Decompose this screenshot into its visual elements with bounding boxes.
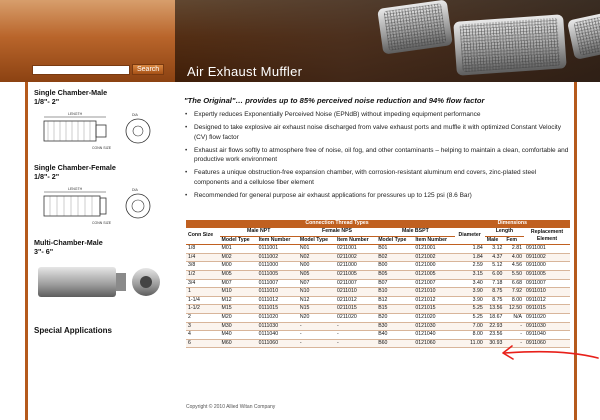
product-name[interactable]: Single Chamber-Female [34, 163, 116, 172]
length-male-cell: 3.12 [485, 245, 505, 254]
male-bspt-model-cell: B01 [376, 245, 413, 254]
female-nps-item-cell: 0211007 [335, 279, 376, 288]
male-npt-item-cell: 0111060 [257, 339, 298, 348]
table-row [186, 270, 570, 279]
male-npt-item-cell: 0111000 [257, 262, 298, 271]
male-npt-model-cell: M60 [220, 339, 257, 348]
conn-size-cell: 2 [186, 313, 220, 322]
length-male-cell: 5.12 [485, 262, 505, 271]
female-nps-model-cell: - [298, 322, 335, 331]
male-bspt-item-cell: 0121000 [413, 262, 454, 271]
female-nps-item-cell: 0211001 [335, 245, 376, 254]
length-male-cell: 18.67 [485, 313, 505, 322]
muffler-photo [453, 14, 566, 76]
product-size: 1/8"- 2" [34, 172, 60, 181]
female-nps-item-cell: 0211002 [335, 253, 376, 262]
length-male-cell: 22.93 [485, 322, 505, 331]
female-nps-model-cell: N20 [298, 313, 335, 322]
replacement-element-cell: 0911001 [524, 245, 570, 254]
spec-table-body [186, 245, 570, 348]
male-bspt-model-cell: B30 [376, 322, 413, 331]
item-number-header: Item Number [413, 236, 454, 245]
male-bspt-item-cell: 0121040 [413, 331, 454, 340]
female-nps-item-cell: 0211012 [335, 296, 376, 305]
length-fem-cell: 5.50 [504, 270, 524, 279]
male-npt-model-cell: M05 [220, 270, 257, 279]
length-fem-cell: 8.00 [504, 296, 524, 305]
table-row [186, 296, 570, 305]
female-nps-item-cell: 0211000 [335, 262, 376, 271]
female-nps-model-cell: N12 [298, 296, 335, 305]
male-bspt-item-cell: 0121060 [413, 339, 454, 348]
male-npt-item-cell: 0111040 [257, 331, 298, 340]
search-bar [32, 64, 164, 75]
male-bspt-item-cell: 0121007 [413, 279, 454, 288]
dimensions-header: Dimensions [455, 220, 570, 228]
female-nps-item-cell: - [335, 339, 376, 348]
copyright: Copyright © 2010 Allied Witan Company [186, 404, 276, 410]
replacement-element-cell: 0911040 [524, 331, 570, 340]
male-npt-item-cell: 0111020 [257, 313, 298, 322]
diameter-cell: 1.84 [455, 245, 485, 254]
male-bspt-model-cell: B20 [376, 313, 413, 322]
male-npt-item-cell: 0111002 [257, 253, 298, 262]
male-bspt-model-cell: B60 [376, 339, 413, 348]
diameter-cell: 5.25 [455, 313, 485, 322]
table-row [186, 279, 570, 288]
conn-size-label: CONN SIZE [92, 221, 112, 225]
male-bspt-model-cell: B00 [376, 262, 413, 271]
table-row [186, 339, 570, 348]
length-male-cell: 30.93 [485, 339, 505, 348]
feature-item: • Designed to take explosive air exhaust noise discharged from valve exhaust ports and muffle it with optimized Constant Velocity (CV) flow factor [184, 123, 569, 142]
male-npt-item-cell: 0111015 [257, 305, 298, 314]
conn-size-cell: 4 [186, 331, 220, 340]
replacement-element-cell: 0911005 [524, 270, 570, 279]
male-bspt-model-cell: B02 [376, 253, 413, 262]
male-npt-model-cell: M02 [220, 253, 257, 262]
spec-table [186, 220, 570, 348]
table-row [186, 253, 570, 262]
male-bspt-model-cell: B05 [376, 270, 413, 279]
male-npt-model-cell: M20 [220, 313, 257, 322]
length-fem-cell: 4.56 [504, 262, 524, 271]
male-bspt-item-cell: 0121002 [413, 253, 454, 262]
search-input[interactable] [32, 65, 130, 75]
product-size: 1/8"- 2" [34, 97, 60, 106]
conn-size-cell: 3/4 [186, 279, 220, 288]
length-male-cell: 23.56 [485, 331, 505, 340]
sidebar [34, 88, 169, 313]
male-bspt-item-cell: 0121001 [413, 245, 454, 254]
conn-size-cell: 1-1/2 [186, 305, 220, 314]
male-npt-item-cell: 0111010 [257, 288, 298, 297]
length-fem-cell: 6.68 [504, 279, 524, 288]
male-npt-item-cell: 0111007 [257, 279, 298, 288]
female-nps-model-cell: N07 [298, 279, 335, 288]
conn-size-cell: 1/8 [186, 245, 220, 254]
length-fem-cell: N/A [504, 313, 524, 322]
female-nps-item-cell: 0211010 [335, 288, 376, 297]
conn-types-header: Connection Thread Types [220, 220, 455, 228]
length-fem-cell: 4.00 [504, 253, 524, 262]
table-row [186, 245, 570, 254]
conn-size-label: CONN SIZE [92, 146, 112, 150]
length-fem-cell: - [504, 331, 524, 340]
replacement-element-cell: 0911002 [524, 253, 570, 262]
conn-size-cell: 3/8 [186, 262, 220, 271]
female-nps-model-cell: N01 [298, 245, 335, 254]
length-male-cell: 4.37 [485, 253, 505, 262]
feature-item: • Expertly reduces Exponentially Perceived Noise (EPNdB) without impeding equipment performance [184, 110, 569, 120]
diameter-cell: 2.59 [455, 262, 485, 271]
male-bspt-model-cell: B07 [376, 279, 413, 288]
conn-size-header: Conn Size [186, 228, 220, 245]
feature-item: • Recommended for general purpose air exhaust applications for pressures up to 125 psi (8.6 Bar) [184, 191, 569, 201]
male-npt-item-cell: 0111030 [257, 322, 298, 331]
male-npt-model-cell: M15 [220, 305, 257, 314]
male-npt-model-cell: M00 [220, 262, 257, 271]
product-single-chamber-male[interactable] [34, 88, 169, 155]
diameter-cell: 11.00 [455, 339, 485, 348]
item-number-header: Item Number [335, 236, 376, 245]
diameter-cell: 3.90 [455, 296, 485, 305]
male-npt-model-cell: M30 [220, 322, 257, 331]
table-row [186, 288, 570, 297]
replacement-element-cell: 0911012 [524, 296, 570, 305]
female-nps-header: Female NPS [298, 228, 376, 236]
length-male-cell: 8.75 [485, 296, 505, 305]
product-single-chamber-female[interactable] [34, 163, 169, 230]
length-fem-cell: - [504, 322, 524, 331]
male-bspt-item-cell: 0121030 [413, 322, 454, 331]
replacement-element-cell: 0911010 [524, 288, 570, 297]
muffler-photo [377, 0, 453, 55]
male-npt-model-cell: M40 [220, 331, 257, 340]
male-bspt-item-cell: 0121020 [413, 313, 454, 322]
conn-size-cell: 3 [186, 322, 220, 331]
replacement-element-cell: 0911007 [524, 279, 570, 288]
length-fem-header: Fem [504, 236, 524, 245]
diameter-cell: 7.00 [455, 322, 485, 331]
replacement-element-cell: 0911000 [524, 262, 570, 271]
length-male-cell: 13.56 [485, 305, 505, 314]
table-column-header [186, 236, 570, 245]
product-name[interactable]: Single Chamber-Male [34, 88, 108, 97]
length-male-cell: 7.18 [485, 279, 505, 288]
conn-size-cell: 1/2 [186, 270, 220, 279]
length-header: Length [485, 228, 524, 236]
male-bspt-item-cell: 0121015 [413, 305, 454, 314]
male-npt-item-cell: 0111001 [257, 245, 298, 254]
male-bspt-header: Male BSPT [376, 228, 454, 236]
conn-size-cell: 1-1/4 [186, 296, 220, 305]
diameter-cell: 1.84 [455, 253, 485, 262]
male-bspt-item-cell: 0121005 [413, 270, 454, 279]
female-nps-item-cell: 0211005 [335, 270, 376, 279]
length-fem-cell: 7.92 [504, 288, 524, 297]
length-label: LENGTH [68, 187, 83, 191]
female-nps-model-cell: - [298, 331, 335, 340]
table-sub-header [186, 228, 570, 236]
product-size: 3"- 6" [34, 247, 54, 256]
feature-item: • Features a unique obstruction-free expansion chamber, with corrosion-resistant aluminum end covers, zinc-plated steel components and a cellulose fiber element [184, 168, 569, 187]
female-nps-item-cell: 0211020 [335, 313, 376, 322]
length-male-header: Male [485, 236, 505, 245]
table-row [186, 262, 570, 271]
length-fem-cell: 2.81 [504, 245, 524, 254]
conn-size-cell: 1 [186, 288, 220, 297]
product-photo [34, 259, 164, 305]
main-content [184, 96, 569, 204]
headline: "The Original"… provides up to 85% perceived noise reduction and 94% flow factor [184, 96, 485, 105]
table-row [186, 322, 570, 331]
product-name[interactable]: Multi-Chamber-Male [34, 238, 103, 247]
table-row [186, 331, 570, 340]
male-npt-model-cell: M07 [220, 279, 257, 288]
female-nps-item-cell: 0211015 [335, 305, 376, 314]
male-npt-model-cell: M01 [220, 245, 257, 254]
male-npt-model-cell: M12 [220, 296, 257, 305]
feature-list [184, 110, 569, 200]
length-fem-cell: 12.50 [504, 305, 524, 314]
female-nps-model-cell: N05 [298, 270, 335, 279]
diameter-cell: 3.15 [455, 270, 485, 279]
female-nps-item-cell: - [335, 322, 376, 331]
muffler-photo [567, 0, 600, 60]
model-type-header: Model Type [298, 236, 335, 245]
female-nps-model-cell: N00 [298, 262, 335, 271]
dia-label: DIA [132, 113, 138, 117]
dia-label: DIA [132, 188, 138, 192]
technical-drawing [34, 184, 164, 230]
replacement-element-cell: 0911030 [524, 322, 570, 331]
page-title: Air Exhaust Muffler [187, 64, 303, 79]
diameter-cell: 8.00 [455, 331, 485, 340]
male-bspt-item-cell: 0121012 [413, 296, 454, 305]
search-button[interactable]: Search [132, 64, 164, 75]
male-npt-header: Male NPT [220, 228, 298, 236]
female-nps-model-cell: N02 [298, 253, 335, 262]
conn-size-cell: 6 [186, 339, 220, 348]
table-row [186, 305, 570, 314]
special-applications-link[interactable]: Special Applications [34, 326, 112, 335]
length-male-cell: 6.00 [485, 270, 505, 279]
female-nps-model-cell: N15 [298, 305, 335, 314]
female-nps-model-cell: N10 [298, 288, 335, 297]
male-npt-item-cell: 0111012 [257, 296, 298, 305]
table-row [186, 313, 570, 322]
replacement-element-cell: 0911060 [524, 339, 570, 348]
diameter-header: Diameter [455, 228, 485, 245]
male-bspt-model-cell: B10 [376, 288, 413, 297]
model-type-header: Model Type [376, 236, 413, 245]
male-bspt-model-cell: B15 [376, 305, 413, 314]
male-bspt-model-cell: B12 [376, 296, 413, 305]
product-multi-chamber-male[interactable] [34, 238, 169, 305]
diameter-cell: 3.90 [455, 288, 485, 297]
male-bspt-item-cell: 0121010 [413, 288, 454, 297]
male-npt-model-cell: M10 [220, 288, 257, 297]
diameter-cell: 5.25 [455, 305, 485, 314]
replacement-element-cell: 0911015 [524, 305, 570, 314]
table-group-header [186, 220, 570, 228]
item-number-header: Item Number [257, 236, 298, 245]
female-nps-model-cell: - [298, 339, 335, 348]
female-nps-item-cell: - [335, 331, 376, 340]
length-fem-cell: - [504, 339, 524, 348]
model-type-header: Model Type [220, 236, 257, 245]
replacement-header: Replacement Element [524, 228, 570, 245]
length-male-cell: 8.75 [485, 288, 505, 297]
technical-drawing [34, 109, 164, 155]
male-bspt-model-cell: B40 [376, 331, 413, 340]
diameter-cell: 3.40 [455, 279, 485, 288]
feature-item: • Exhaust air flows softly to atmosphere free of noise, oil fog, and other contaminants – helping to maintain a clean, comfortable and productive work environment [184, 146, 569, 165]
length-label: LENGTH [68, 112, 83, 116]
conn-size-cell: 1/4 [186, 253, 220, 262]
male-npt-item-cell: 0111005 [257, 270, 298, 279]
replacement-element-cell: 0911020 [524, 313, 570, 322]
